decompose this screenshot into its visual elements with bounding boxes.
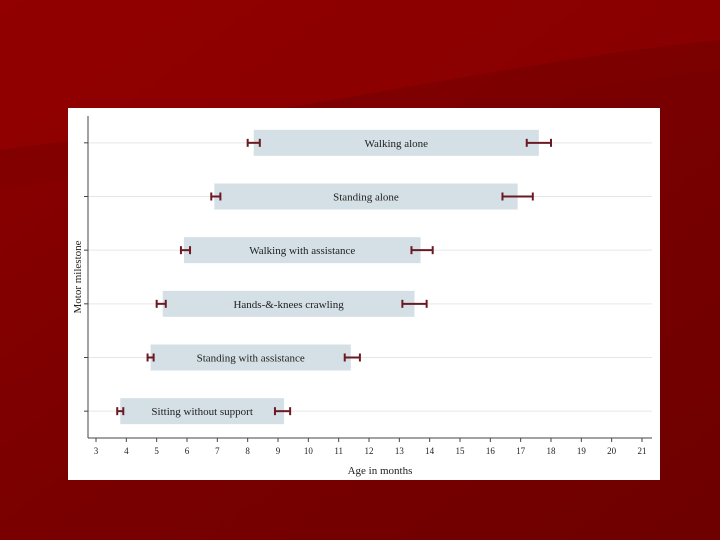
milestone-label: Walking alone (364, 137, 429, 150)
x-tick-label: 12 (364, 446, 374, 456)
milestone-label: Standing alone (333, 191, 399, 204)
milestone-chart (68, 108, 660, 480)
x-tick-label: 10 (303, 446, 313, 456)
x-axis-label: Age in months (347, 465, 413, 477)
milestone-bars (117, 130, 551, 424)
axes (88, 116, 652, 438)
milestone-label: Walking with assistance (249, 245, 356, 258)
x-tick-label: 7 (215, 446, 220, 456)
x-tick-label: 14 (425, 446, 435, 456)
milestone-label: Standing with assistance (196, 352, 305, 365)
x-tick-label: 16 (485, 446, 495, 456)
milestone-label: Hands-&-knees crawling (233, 298, 344, 311)
x-tick-label: 21 (637, 446, 647, 456)
x-tick-label: 13 (394, 446, 404, 456)
x-tick-label: 9 (275, 446, 281, 456)
x-tick-label: 17 (516, 446, 526, 456)
x-tick-label: 8 (245, 446, 250, 456)
chart-panel (68, 108, 660, 480)
x-tick-label: 6 (184, 446, 190, 456)
milestone-label: Sitting without support (151, 406, 253, 419)
x-tick-label: 4 (124, 446, 129, 456)
x-tick-label: 11 (334, 446, 344, 456)
x-tick-label: 18 (546, 446, 556, 456)
x-tick-label: 3 (93, 446, 99, 456)
x-tick-label: 15 (455, 446, 465, 456)
x-tick-label: 20 (607, 446, 617, 456)
y-axis-label: Motor milestone (72, 240, 84, 314)
x-tick-label: 5 (154, 446, 159, 456)
grid-lines (88, 143, 652, 411)
x-tick-label: 19 (576, 446, 586, 456)
